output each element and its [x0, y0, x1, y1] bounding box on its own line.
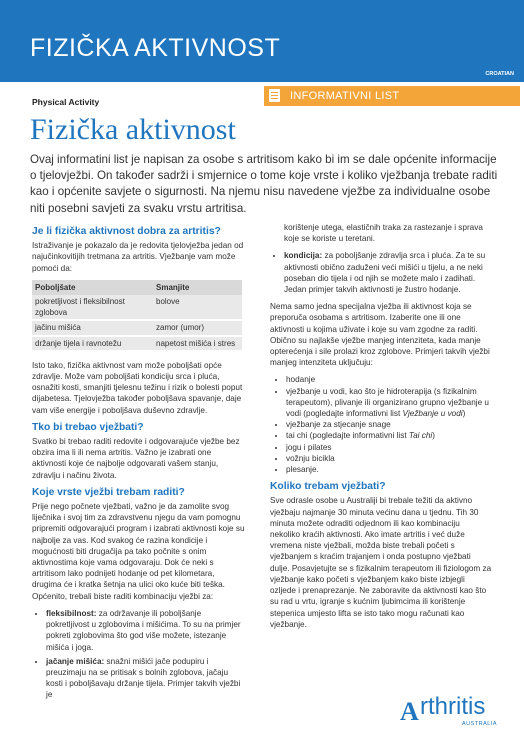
table-row	[32, 336, 242, 351]
table-header: Smanjite	[153, 280, 242, 295]
paragraph: Istraživanje je pokazalo da je redovita tjelovježba jedan od najučinkovitijih tretmana za artritis. Vježbanje vam može pomoći da:	[32, 241, 244, 273]
page-title: Fizička aktivnost	[30, 113, 236, 146]
language-label: CROATIAN	[485, 71, 514, 77]
section-heading: Koliko trebam vježbati?	[270, 481, 386, 493]
table-cell: bolove	[153, 295, 242, 320]
list-item	[284, 250, 492, 295]
paragraph: Prije nego počnete vježbati, važno je da zamolite svog liječnika i svoj tim za zdravstvenu njegu da vam pomognu pripremiti odgovarajući program i izabrati aktivnosti koje su najbolje za vas. Kod svakog će razina kondicije i mogućnosti biti drugačija pa tako počnite s onim aktivnostima koje vama odgovaraju. Dok će neki s artritisom lako podnijeti hodanje od pet kilometara, drugima će i kratka šetnja na ulici oko kuće biti teška. Općenito, trebali biste raditi kombinaciju vježbi za:	[32, 502, 245, 601]
term-text: za održavanje ili poboljšanje pokretljivost u zglobovima i mišićima. To su na primjer pokreti zglobovima što god više možete, istezanje mišića i joga.	[46, 608, 241, 652]
list-item	[46, 608, 246, 653]
list-item: • plesanje.	[286, 464, 492, 475]
term: fleksibilnost:	[46, 608, 97, 618]
term: jačanje mišića:	[46, 656, 105, 666]
exercise-type-list-cont	[270, 250, 492, 295]
list-item	[286, 386, 492, 420]
item-end: )	[462, 409, 466, 419]
term-text: za poboljšanje zdravlja srca i pluća. Za te su aktivnosti obično zaduženi veći mišići u tijelu, a ne neki poseban dio tijela i od njih se možete malo i zadihati. Jedan primjer takvih aktivnosti je žustro hodanje.	[284, 251, 486, 295]
info-sheet-label: INFORMATIVNI LIST	[290, 90, 400, 102]
logo-name: rthritis	[420, 693, 486, 720]
arthritis-australia-logo	[400, 693, 510, 733]
table-cell: napetost mišića i stres	[153, 336, 242, 351]
term: kondicija:	[284, 251, 323, 261]
table-cell: držanje tijela i ravnotežu	[32, 336, 153, 351]
info-sheet-tab	[264, 86, 520, 106]
document-icon	[269, 89, 280, 102]
table-row	[32, 295, 242, 320]
exercise-type-list	[32, 608, 246, 701]
paragraph: Isto tako, fizička aktivnost vam može poboljšati opće zdravlje. Može vam poboljšati kondiciju srca i pluća, osnažiti kosti, smanjiti tjelesnu težinu i rizik o bolesti poput dijabetesa. Tjelovježba također poboljšava spavanje, daje vam više energije i poboljšava duševno zdravlje.	[32, 360, 243, 415]
table-row	[32, 320, 242, 335]
section-heading: Je li fizička aktivnost dobra za artritis?	[32, 226, 221, 237]
table-cell: pokretljivost i fleksibilnost zglobova	[32, 295, 153, 320]
list-item: • jogu i pilates	[286, 442, 492, 453]
list-item	[46, 656, 246, 701]
physical-activity-label: Physical Activity	[32, 97, 100, 107]
info-sheet-reference: Tai chi	[408, 431, 433, 441]
list-item	[286, 430, 492, 441]
banner-title: FIZIČKA AKTIVNOST	[30, 34, 281, 62]
item-text: vježbanje u vodi, kao što je hidroterapija (s fizikalnim terapeutom), plivanje ili organizirano grupno vježbanje u vodi (pogledajte informativni list	[286, 386, 489, 419]
paragraph: korištenje utega, elastičnih traka za rastezanje i sprava koje se koriste u teretani.	[284, 223, 483, 244]
intro-paragraph: Ovaj informatini list je napisan za osobe s artritisom kako bi im se dale općenite informacije o tjelovježbi. On također sadrži i smjernice o tome koje vrste i koliko vježbanja trebate raditi kao i općenite savjete o sigurnosti. Na njemu nisu navedene vježbe za individualne osobe niti posebni savjeti za svaku vrstu artritisa.	[30, 153, 498, 215]
section-heading: Koje vrste vježbi trebam raditi?	[32, 486, 185, 498]
low-intensity-list	[270, 374, 492, 475]
paragraph: Nema samo jedna specijalna vježba ili aktivnost koja se preporuča osobama s artritisom. Izaberite one ili one aktivnosti u kojima uživate i koje su vam zgodne za raditi. Obično su najlakše vježbe manjeg intenziteta, kada manje opterećenja i sile prolazi kroz zglobove. Primjeri takvih vježbi manjeg intenziteta uključuju:	[270, 302, 490, 368]
logo-a-icon: A	[400, 697, 419, 726]
benefits-table	[32, 280, 242, 352]
header-banner	[0, 0, 524, 82]
table-cell: jačinu mišića	[32, 320, 153, 335]
table-header: Poboljšate	[32, 280, 153, 295]
section-heading: Tko bi trebao vježbati?	[32, 421, 144, 433]
logo-subtitle: AUSTRALIA	[462, 721, 498, 727]
table-cell: zamor (umor)	[153, 320, 242, 335]
list-item: • vježbanje za stjecanje snage	[286, 419, 492, 430]
item-text: tai chi (pogledajte informativni list	[286, 431, 409, 441]
list-item: • hodanje	[286, 374, 492, 385]
item-end: )	[432, 431, 435, 441]
table-header-row	[32, 280, 242, 295]
info-sheet-reference: Vježbanje u vodi	[402, 409, 463, 419]
left-column	[32, 226, 246, 707]
list-item: • vožnju bicikla	[286, 453, 492, 464]
term-text: snažni mišići jače podupiru i preuzimaju na se pritisak s bolnih zglobova, jačaju kosti i poboljšavaju držanje tijela. Primjer takvih vježbi je	[46, 656, 241, 700]
paragraph: Sve odrasle osobe u Australiji bi trebale težiti da aktivno vježbaju najmanje 30 minuta većinu dana u tjednu. Tih 30 minuta možete odraditi odjednom ili kao kombinaciju nekoliko kraćih aktivnosti. Ako imate artritis i već duže vremena niste vježbali, možda biste trebali početi s vježbanjem s kraćim trajanjem i onda postupno vježbati dulje. Posavjetujte se s fizikalnim terapeutom ili fiziologom za vježbanje kako početi s vježbanjem kako biste izbjegli ozljede i prenaprezanje. Ne zaboravite da aktivnosti kao što su rad u vrtu, igranje s kućnim ljubimcima ili korištenje stepenica umjesto lifta se isto tako mogu računati kao vježbanje.	[270, 496, 492, 629]
right-column	[270, 222, 492, 636]
paragraph: Svatko bi trebao raditi redovite i odgovarajuće vježbe bez obzira ima li ili nema artritis. Važno je izabrati one aktivnosti koje će najbolje odgovarati vašem stanju, zdravlju i načinu života.	[32, 437, 240, 480]
